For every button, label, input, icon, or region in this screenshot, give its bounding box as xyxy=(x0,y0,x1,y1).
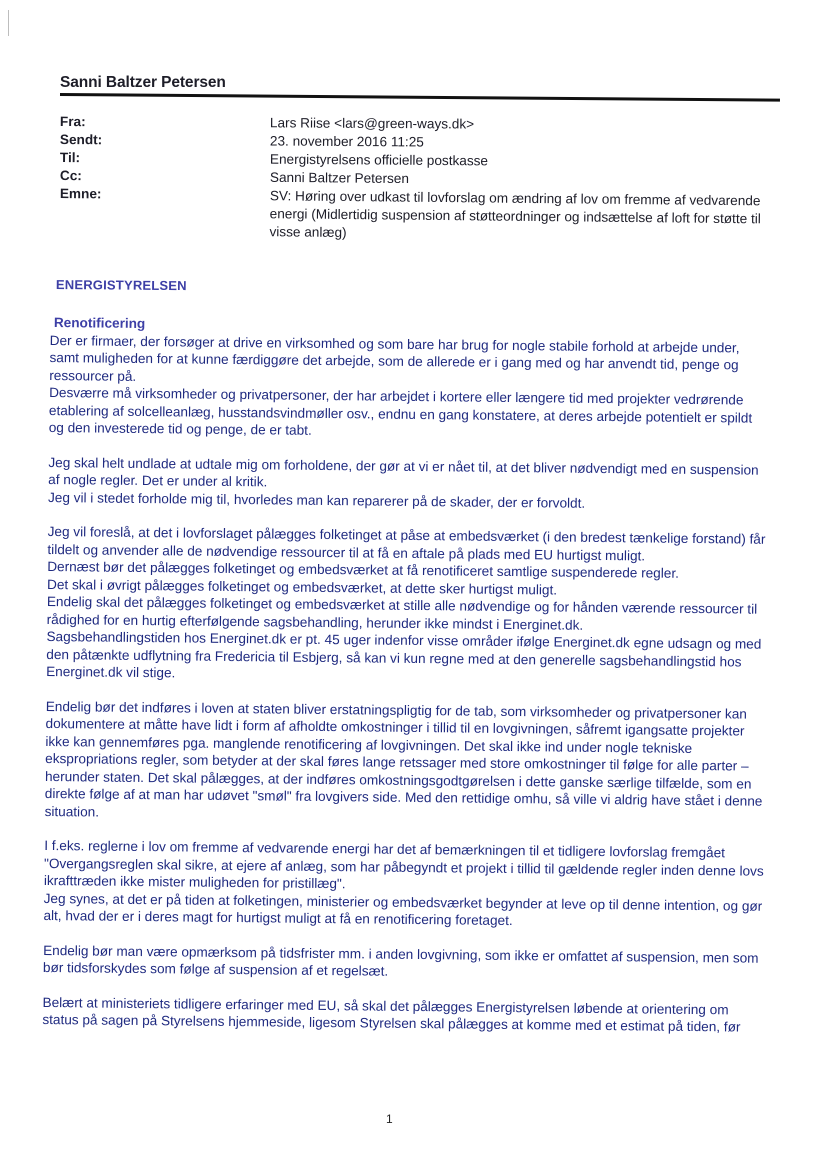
paragraph-line: Endelig bør det indføres i loven at staten bliver erstatningspligtig for de tab, som virksomheder og privatpersoner kan dokumentere at måtte have lidt i form af afholdte omkostninger i tillid til en lovgivningen, såfremt igangsatte projekter ikke kan gennemføres pga. manglende renotificering af lovgivningen. Det skal ikke ind under nogle tekniske ekspropriations regler, som betyder at der skal føres lange retssager med store omkostninger til følge for alle parter – herunder staten. Det skal pålægges, at der indføres omkostningsgodtgørelsen i dette ganske særlige tilfælde, som en direkte følge af at man har udøvet "smøl" fra lovgivers side. Med den rettidige omhu, så ville vi aldrig have stået i denne situation. xyxy=(44,698,763,820)
paragraph-line: Dernæst bør det pålægges folketinget og embedsværket at få renotificeret samtlige suspenderede regler. xyxy=(47,558,680,581)
paragraph-line: Sagsbehandlingstiden hos Energinet.dk er pt. 45 uger indenfor visse områder ifølge Energinet.dk egne udsagn og med den påtænkte udflytning fra Fredericia til Esbjerg, så kan vi kun regne med at den generelle sagsbehandlingstid hos Energinet.dk vil stige. xyxy=(46,628,762,681)
paragraph-line: Endelig skal det pålægges folketinget og embedsværket at stille alle nødvendige og for hånden værende ressourcer til rådighed for en hurtig efterfølgende sagsbehandling, herunder ikke mindst i Energinet.dk. xyxy=(46,593,758,633)
paragraph-5 xyxy=(43,837,766,932)
subject-label: Emne: xyxy=(59,185,102,202)
paragraph-7 xyxy=(42,993,764,1036)
header-rule xyxy=(60,93,780,102)
subject-value: SV: Høring over udkast til lovforslag om ændring af lov om fremme af vedvarende energi (Midlertidig suspension af støtteordninger og indsættelse af loft for støtte til visse anlæg) xyxy=(269,188,761,241)
to-label: Til: xyxy=(59,149,81,166)
scan-margin-mark xyxy=(8,10,9,36)
paragraph-line: Desværre må virksomheder og privatpersoner, der har arbejdet i kortere eller længere tid med projekter vedrørende etablering af solcelleanlæg, husstandsvindmøller osv., endnu en gang konstatere, at deres arbejde potentielt er spildt og den investerede tid og penge, de er tabt. xyxy=(48,384,753,438)
paragraph-3 xyxy=(46,523,770,688)
header-row-subject xyxy=(59,185,776,246)
paragraph-line: Endelig bør man være opmærksom på tidsfrister mm. i anden lovgivning, som ikke er omfattet af suspension, men som bør tidsforskydes som følge af suspension af et regelsæt. xyxy=(42,942,759,979)
paragraph-line: Det skal i øvrigt pålægges folketinget og embedsværket, at dette sker hurtigst muligt. xyxy=(46,576,558,598)
sent-label: Sendt: xyxy=(59,131,103,148)
paragraph-line: I f.eks. reglerne i lov om fremme af vedvarende energi har det af bemærkningen til et tidligere lovforslag fremgået "Overgangsreglen skal sikre, at ejere af anlæg, som har påbegyndt et projekt i tillid til gældende regler inden denne lovs ikrafttræden ikke mister muligheden for pristillæg". xyxy=(43,837,764,892)
sent-value: 23. november 2016 11:25 xyxy=(269,133,424,150)
page-number: 1 xyxy=(386,1112,393,1126)
paragraph-line: Jeg vil foreslå, at det i lovforslaget pålægges folketinget at påse at embedsværket (i den bredest tænkelige forstand) får tildelt og anvender alle de nødvendige ressourcer til at få en aftale på plads med EU hurtigst muligt. xyxy=(47,523,766,563)
cc-label: Cc: xyxy=(59,167,82,184)
paragraph-line: Jeg synes, at det er på tiden at folketingen, ministerier og embedsværket begynder at leve op til denne intention, og gør alt, hvad der er i deres magt for hurtigst muligt at få en renotificering foretaget. xyxy=(43,890,763,929)
paragraph-line: Belært at ministeriets tidligere erfaringer med EU, så skal det pålægges Energistyrelsen løbende at orientering om status på sagen på Styrelsens hjemmeside, ligesom Styrelsen skal pålægges at komme med et estimat på tiden, før xyxy=(42,994,741,1035)
paragraph-1 xyxy=(49,331,772,444)
paragraph-line: Der er firmaer, der forsøger at drive en virksomhed og som bare har brug for nogle stabile forhold at arbejde under, samt muligheden for at kunne færdiggøre det arbejde, som de allerede er i gang med og har anvendt tid, penge og ressourcer på. xyxy=(49,332,740,384)
from-label: Fra: xyxy=(59,113,86,130)
paragraph-2 xyxy=(48,453,771,513)
to-value: Energistyrelsens officielle postkasse xyxy=(269,151,489,169)
section-subheading: Renotificering xyxy=(53,315,146,332)
letter-body xyxy=(42,314,772,1036)
sender-name-heading: Sanni Baltzer Petersen xyxy=(60,74,226,91)
email-header-fields xyxy=(60,113,776,239)
paragraph-line: Jeg vil i stedet forholde mig til, hvorledes man kan reparerer på de skader, der er forvoldt. xyxy=(47,489,586,511)
from-value: Lars Riise <lars@green-ways.dk> xyxy=(269,115,475,132)
paragraph-line: Jeg skal helt undlade at udtale mig om forholdene, der gør at vi er nået til, at det bliver nødvendigt med en suspension af nogle regler. Det er under al kritik. xyxy=(48,454,759,490)
paragraph-4 xyxy=(45,697,768,827)
recipient-title: ENERGISTYRELSEN xyxy=(55,277,187,294)
cc-value: Sanni Baltzer Petersen xyxy=(269,169,410,187)
